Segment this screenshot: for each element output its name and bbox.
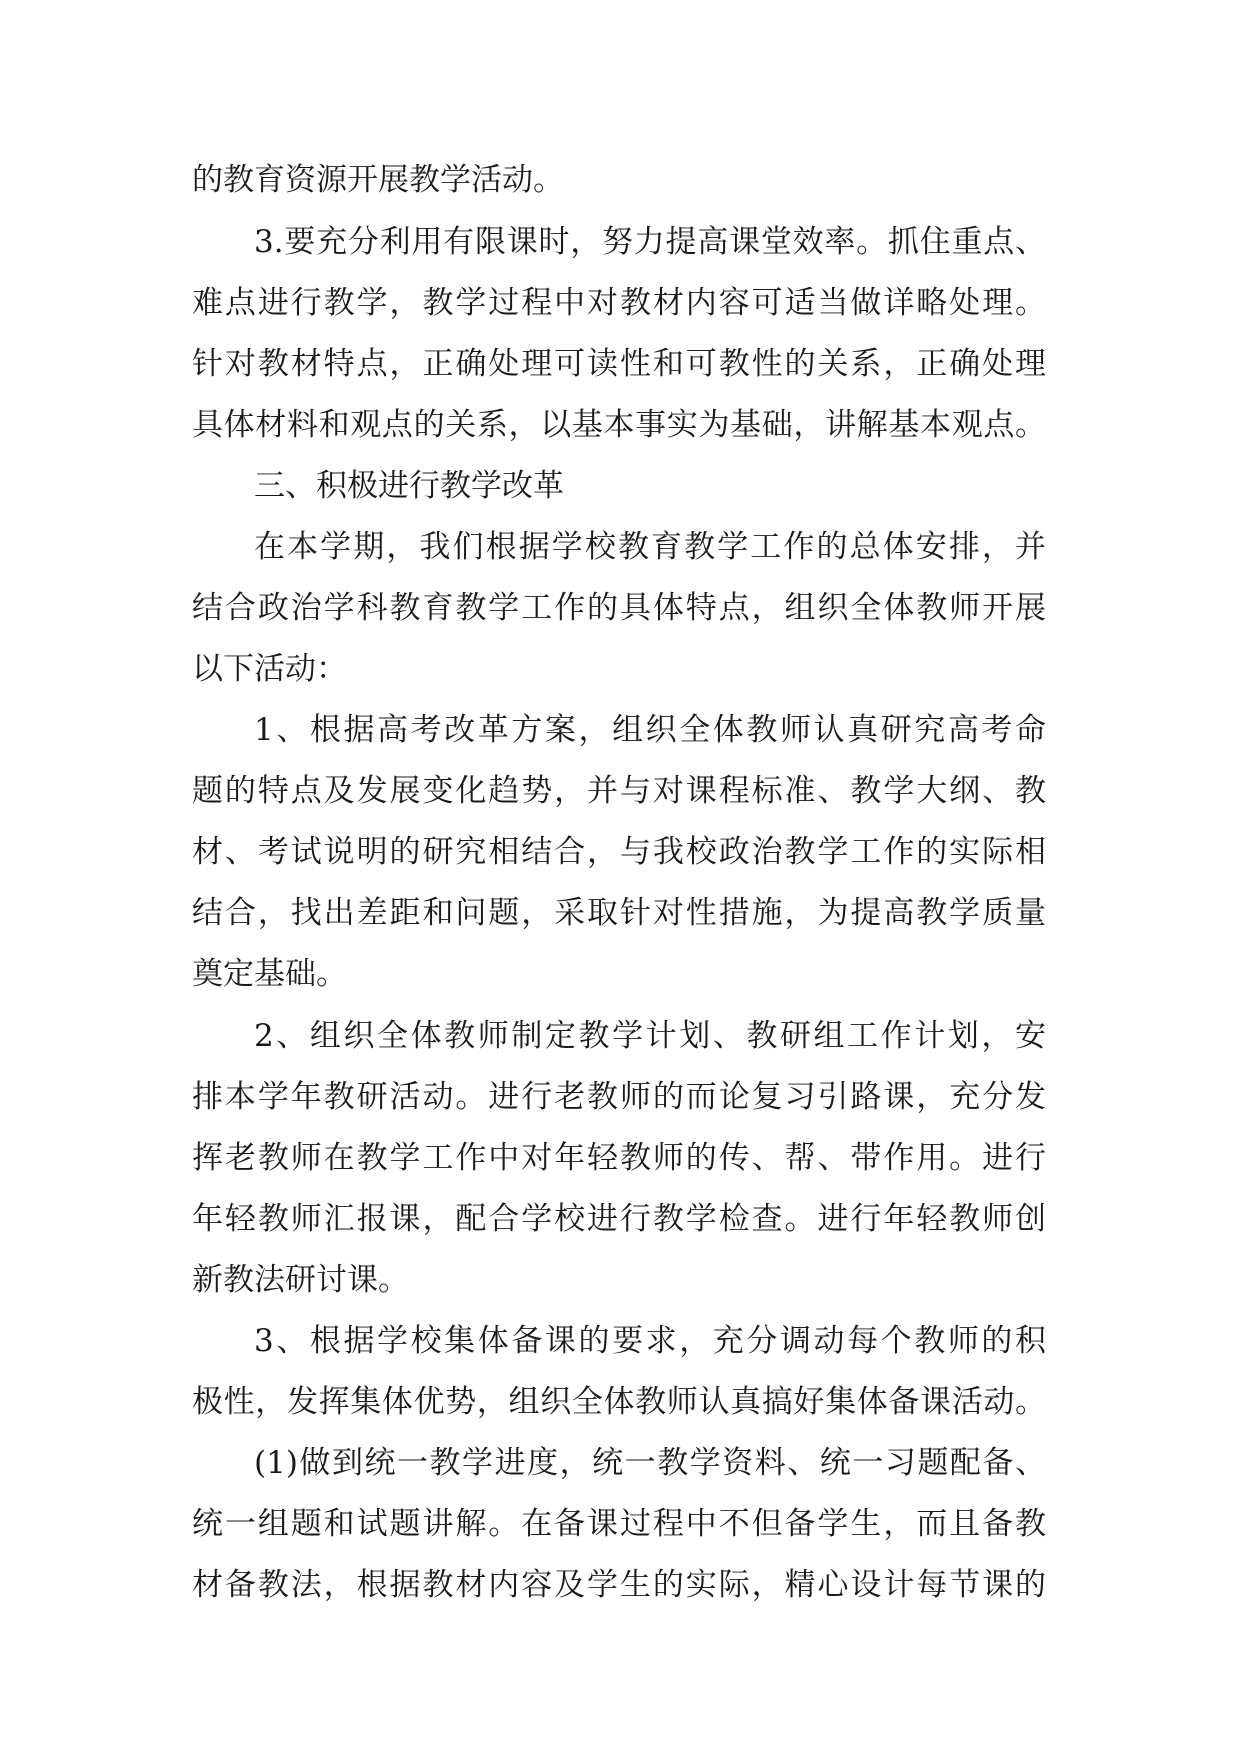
- section-heading: 三、积极进行教学改革: [254, 468, 564, 504]
- text-line: 奠定基础。: [192, 956, 347, 992]
- text-line: 3.要充分利用有限课时，努力提高课堂效率。抓住重点、: [254, 224, 1046, 260]
- text-line: 结合政治学科教育教学工作的具体特点，组织全体教师开展: [192, 590, 1046, 626]
- text-line: 2、组织全体教师制定教学计划、教研组工作计划，安: [254, 1018, 1046, 1054]
- text-line: 结合，找出差距和问题，采取针对性措施，为提高教学质量: [192, 895, 1046, 931]
- text-line: 挥老教师在教学工作中对年轻教师的传、帮、带作用。进行: [192, 1140, 1046, 1176]
- text-line: 1、根据高考改革方案，组织全体教师认真研究高考命: [254, 712, 1046, 748]
- text-line: 年轻教师汇报课，配合学校进行教学检查。进行年轻教师创: [192, 1201, 1046, 1237]
- text-line: 在本学期，我们根据学校教育教学工作的总体安排，并: [254, 529, 1046, 565]
- text-line: 新教法研讨课。: [192, 1262, 409, 1298]
- text-line: (1)做到统一教学进度，统一教学资料、统一习题配备、: [254, 1445, 1046, 1481]
- text-line: 针对教材特点，正确处理可读性和可教性的关系，正确处理: [192, 346, 1046, 382]
- text-line: 题的特点及发展变化趋势，并与对课程标准、教学大纲、教: [192, 773, 1046, 809]
- text-line: 统一组题和试题讲解。在备课过程中不但备学生，而且备教: [192, 1506, 1046, 1542]
- text-line: 的教育资源开展教学活动。: [192, 162, 564, 198]
- text-line: 难点进行教学，教学过程中对教材内容可适当做详略处理。: [192, 285, 1046, 321]
- text-line: 具体材料和观点的关系，以基本事实为基础，讲解基本观点。: [192, 407, 1046, 443]
- text-line: 材备教法，根据教材内容及学生的实际，精心设计每节课的: [192, 1567, 1046, 1603]
- text-line: 以下活动：: [192, 651, 347, 687]
- text-line: 极性，发挥集体优势，组织全体教师认真搞好集体备课活动。: [192, 1384, 1046, 1420]
- text-line: 3、根据学校集体备课的要求，充分调动每个教师的积: [254, 1323, 1046, 1359]
- text-line: 材、考试说明的研究相结合，与我校政治教学工作的实际相: [192, 834, 1046, 870]
- text-line: 排本学年教研活动。进行老教师的而论复习引路课，充分发: [192, 1079, 1046, 1115]
